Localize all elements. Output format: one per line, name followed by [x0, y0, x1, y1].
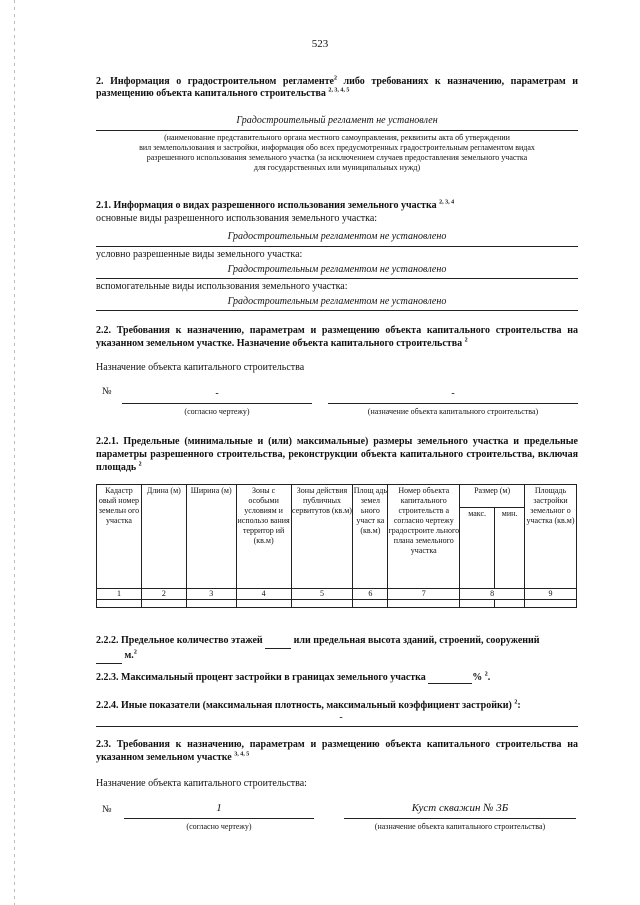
percent-blank — [428, 672, 472, 684]
number-sign: № — [102, 386, 112, 397]
header-plot-area: Площ адь земел ьного участ ка (кв.м) — [353, 485, 388, 589]
header-cadastral-number: Кадастр овый номер земельн ого участка — [97, 485, 142, 589]
main-uses-label: основные виды разрешенного использования земельного участка: — [96, 213, 378, 224]
table-cell — [460, 600, 495, 608]
purpose-underline-2-3 — [344, 818, 576, 819]
col-number: 9 — [525, 589, 577, 600]
col-number: 8 — [460, 589, 525, 600]
caption-drawing: (согласно чертежу) — [184, 407, 250, 416]
auxiliary-uses-label: вспомогательные виды использования земельного участка: — [96, 281, 348, 292]
header-size-min: мин. — [495, 508, 525, 589]
caption-drawing-2-3: (согласно чертежу) — [186, 822, 252, 831]
header-size-max: макс. — [460, 508, 495, 589]
header-special-zones: Зоны с особыми условиям и использо вания территор ий (кв.м) — [236, 485, 291, 589]
header-length: Длина (м) — [141, 485, 186, 589]
caption-purpose-2-3: (назначение объекта капитального строительства) — [374, 822, 546, 831]
purpose-value: - — [451, 388, 455, 399]
header-easement-zones: Зоны действия публичных сервитутов (кв.м) — [291, 485, 353, 589]
col-number: 4 — [236, 589, 291, 600]
conditional-uses-underline — [96, 278, 578, 279]
table-number-row — [97, 589, 577, 600]
table-cell — [97, 600, 142, 608]
scan-edge-marks — [14, 0, 15, 905]
header-object-number: Номер объекта капитального строительств а согласно чертежу градостроите льного плана земельного участка — [388, 485, 460, 589]
table-cell — [141, 600, 186, 608]
section-2-2-1-title: 2.2.1. Предельные (минимальные и (или) максимальные) размеры земельного участка и предельные параметры разрешенного строительства, реконструкции объекта капитального строительства, включая площадь $^2$ — [96, 436, 578, 473]
table-cell — [291, 600, 353, 608]
table-cell — [388, 600, 460, 608]
caption-purpose: (назначение объекта капитального строительства) — [367, 407, 539, 416]
height-blank — [96, 649, 122, 664]
main-uses-underline — [96, 246, 578, 247]
floors-blank — [265, 634, 291, 649]
col-number: 5 — [291, 589, 353, 600]
section-2-2-4: 2.2.4. Иные показатели (максимальная плотность, максимальный коэффициент застройки) $^2$: — [96, 699, 521, 711]
section-2-3-title: 2.3. Требования к назначению, параметрам и размещению объекта капитального строительства на указанном земельном участке $^{3, 4, 5}$ — [96, 739, 578, 763]
section-2-caption: (наименование представительного органа местного самоуправления, реквизиты акта об утверждении вил землепользования и застройки, информация обо всех предусмотренных градостроительным регламентом видах разрешенного использования земельного участка (за исключением случаев предоставления земельного участка для государственных или муниципальных нужд) — [139, 133, 535, 172]
auxiliary-uses-underline — [96, 310, 578, 311]
conditional-uses-value: Градостроительным регламентом не установлено — [227, 264, 447, 275]
header-building-area: Площадь застройки земельног о участка (кв.м) — [525, 485, 577, 589]
drawing-number-underline — [122, 403, 312, 404]
table-empty-row — [97, 600, 577, 608]
table-cell — [186, 600, 236, 608]
table-cell — [353, 600, 388, 608]
auxiliary-uses-value: Градостроительным регламентом не установлено — [227, 296, 447, 307]
section-2-2-2: 2.2.2. Предельное количество этажей или предельная высота зданий, строений, сооружений м.$^2$ — [96, 634, 578, 664]
drawing-number-value-2-3: 1 — [216, 802, 222, 814]
urban-regulation-value: Градостроительный регламент не установлен — [236, 115, 438, 126]
header-width: Ширина (м) — [186, 485, 236, 589]
other-indicators-underline — [96, 726, 578, 727]
drawing-number-underline-2-3 — [124, 818, 314, 819]
page-number: 523 — [311, 38, 329, 50]
col-number: 1 — [97, 589, 142, 600]
purpose-value-2-3: Куст скважин № 3Б — [411, 802, 509, 814]
main-uses-value: Градостроительным регламентом не установлено — [227, 231, 447, 242]
parameters-table — [96, 484, 577, 608]
table-cell — [525, 600, 577, 608]
conditional-uses-label: условно разрешенные виды земельного участка: — [96, 249, 303, 260]
section-2-title: 2. Информация о градостроительном регламенте$^2$ либо требованиях к назначению, параметрам и размещению объекта капитального строительства $^{2, 3, 4, 5}$ — [96, 75, 578, 99]
col-number: 7 — [388, 589, 460, 600]
purpose-underline — [328, 403, 578, 404]
col-number: 6 — [353, 589, 388, 600]
section-2-1-title: 2.1. Информация о видах разрешенного использования земельного участка $^{2, 3, 4}$ — [96, 199, 455, 211]
number-sign-2-3: № — [102, 804, 112, 815]
section-2-2-title: 2.2. Требования к назначению, параметрам и размещению объекта капитального строительства на указанном земельном участке. Назначение объекта капитального строительства $^2$ — [96, 325, 578, 349]
col-number: 2 — [141, 589, 186, 600]
table-cell — [495, 600, 525, 608]
drawing-number-value: - — [215, 388, 219, 399]
header-size: Размер (м) — [460, 485, 525, 508]
table-cell — [236, 600, 291, 608]
table-header-row — [97, 485, 577, 508]
other-indicators-value: - — [339, 712, 343, 723]
col-number: 3 — [186, 589, 236, 600]
purpose-label: Назначение объекта капитального строительства — [96, 362, 305, 373]
section-2-2-3: 2.2.3. Максимальный процент застройки в границах земельного участка % $^2$. — [96, 671, 491, 683]
value-underline — [96, 130, 578, 131]
purpose-label-2-3: Назначение объекта капитального строительства: — [96, 778, 307, 789]
